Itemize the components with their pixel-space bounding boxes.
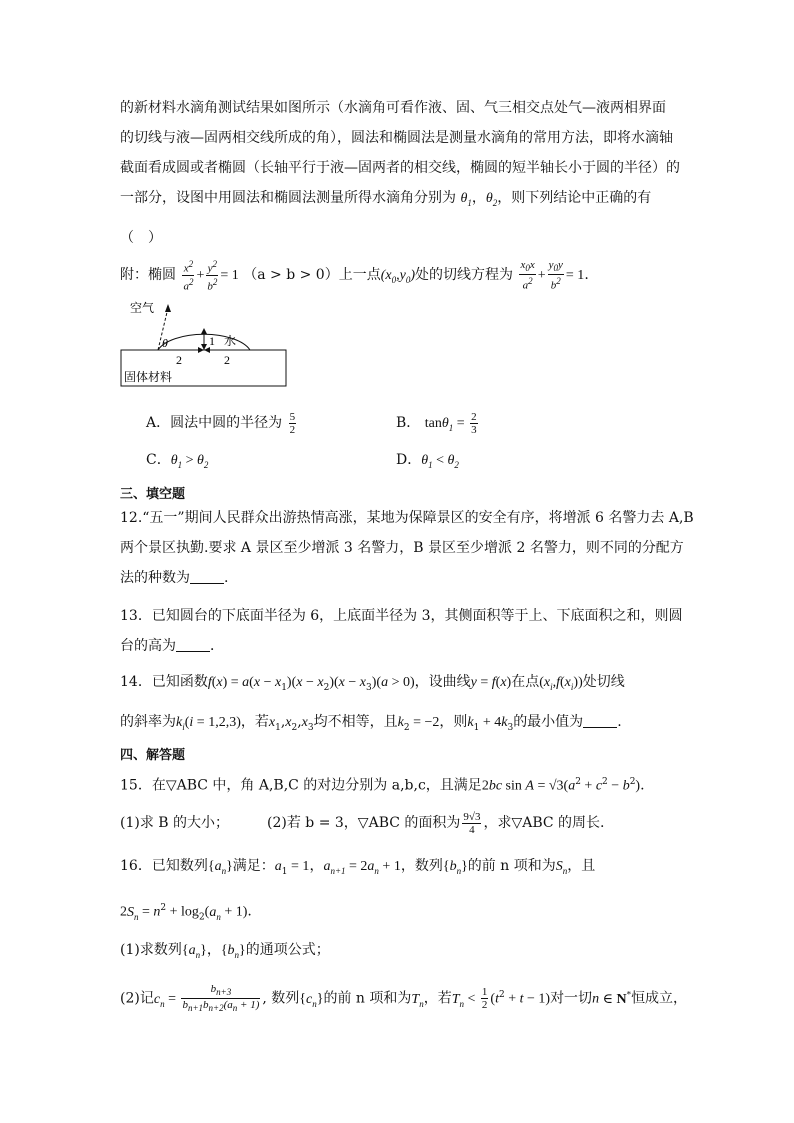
q12-line-3: 法的种数为 . — [120, 570, 229, 586]
note-prefix: 附：椭圆 — [120, 267, 176, 284]
height-label: 1 — [209, 334, 215, 348]
option-a-num: 5 — [289, 410, 296, 423]
q15-line-1: 15．在▽ABC 中，角 A,B,C 的对边分别为 a,b,c，且满足2bc $\sin A = √3(a^2 + c^2 - b^2)$. — [120, 777, 645, 794]
option-d[interactable]: D．$\theta_1 < \theta_2$ — [396, 452, 459, 470]
q13-line-1: 13．已知圆台的下底面半径为 6，上底面半径为 3，其侧面积等于上、下底面积之和，则圆 — [120, 608, 683, 624]
q15-part-2b: ，求▽ABC 的周长. — [483, 815, 605, 831]
theta1-symbol: $\theta_1$ — [460, 191, 472, 208]
theta-label: θ — [162, 336, 168, 350]
q14-a: 14．已知函数 — [120, 674, 208, 690]
q12-line-2: 两个景区执勤.要求 A 景区至少增派 3 名警力，B 景区至少增派 2 名警力，则不同的分配方 — [120, 540, 684, 556]
q16-e: ，且 — [567, 858, 596, 874]
q12-answer-blank[interactable] — [190, 569, 224, 584]
q16-cn-fraction: $\frac{b_{n+3}}{b_{n+1}b_{n+2}(a_n + 1)}$ — [182, 982, 260, 1014]
q16-part-2a: (2)记 — [120, 990, 154, 1007]
q16-part-2b: , 数列 — [262, 990, 300, 1007]
option-c[interactable]: C．$\theta_1 > \theta_2$ — [146, 452, 209, 470]
frac-y0y-b2: $\frac{y_0y}{b^2}$ — [548, 258, 563, 292]
air-label: 空气 — [130, 301, 155, 315]
option-c-label: C． — [146, 452, 171, 468]
intro-line-2: 的切线与液—固两相交线所成的角），圆法和椭圆法是测量水滴角的常用方法，即将水滴轴 — [120, 130, 673, 146]
water-label: 水 — [224, 334, 237, 348]
q16-line-3: (1)求数列$\{a_n\}$，$\{b_n\}$的通项公式； — [120, 942, 330, 960]
option-b-den: 3 — [471, 423, 477, 436]
q14-b: ，设曲线 — [414, 674, 471, 690]
q13-line-2: 台的高为 ． — [120, 638, 224, 654]
section-fill-blank-heading: 三、填空题 — [120, 487, 186, 502]
q16-half-fraction: $\frac{1}{2}$ — [481, 986, 488, 1012]
q14-line-1: 14．已知函数$f(x) = a(x - x_1)(x - x_2)(x - x_3)(a > 0)$，设曲线y = f(x)在点$(x_i,f(x_i))$处切线 — [120, 674, 625, 693]
water-drop-diagram — [120, 298, 290, 390]
q15-num: 9√3 — [463, 810, 481, 823]
frac-x2-a2: $\frac{x^2}{a^2}$ — [183, 259, 194, 293]
solid-label: 固体材料 — [124, 370, 173, 384]
q14-c: 在点 — [511, 674, 540, 690]
q14-line-2: 的斜率为$k_i(i = 1,2,3)$，若$x_1,x_2,x_3$均不相等，且$k_2 = -2$，则$k_1 + 4k_3$的最小值为 . — [120, 714, 622, 733]
intro-line-4: 一部分，设图中用圆法和椭圆法测量所得水滴角分别为 $\theta_1$，$\theta_2$，则下列结论中正确的有 — [120, 190, 652, 208]
q14-answer-blank[interactable] — [583, 713, 617, 728]
q16-d: 的前 n 项和为 — [467, 858, 556, 874]
q16-c: ，数列 — [400, 858, 443, 874]
q15-line-2 — [120, 808, 605, 838]
q14-d: 处切线 — [582, 674, 625, 690]
q15-area-fraction — [462, 811, 481, 836]
intro-line-3: 截面看成圆或者椭圆（长轴平行于液—固两者的相交线，椭圆的短半轴长小于圆的半径）的 — [120, 160, 680, 176]
option-b-num: 2 — [471, 410, 477, 423]
q16-part-2f: 恒成立， — [631, 990, 688, 1007]
intro-line-1: 的新材料水滴角测试结果如图所示（水滴角可看作液、固、气三相交点处气—液两相界面 — [120, 100, 666, 116]
q12-line-1: 12.“五一”期间人民群众出游热情高涨，某地为保障景区的安全有序，将增派 6 名警力去 A,B — [120, 510, 694, 526]
q13-line-2-text: 台的高为 — [120, 638, 176, 654]
q15-part-2a: (2)若 b = 3，▽ABC 的面积为 — [267, 815, 461, 831]
section-solution-heading: 四、解答题 — [120, 748, 186, 763]
q14-h: ，则 — [439, 714, 468, 730]
left-length-label: 2 — [176, 353, 182, 367]
q16-line-4: (2)记$c_n$ = $\frac{b_{n+3}}{b_{n+1}b_{n+2}(a_n + 1)}$ , 数列$\{c_n\}$的前 n 项和为$T_n$，若$T_n$ < $\frac{1}{2}$ $(t^2 + t - 1)$对一切n ∈ N*恒成立， — [120, 982, 688, 1014]
q16-line-2: $2S_n = n^2 + \log_2(a_n + 1)$. — [120, 903, 252, 923]
q16-part-2e: 对一切 — [550, 990, 593, 1007]
q16-part-1-end: 的通项公式； — [245, 942, 330, 958]
note-mid: 处的切线方程为 — [414, 267, 513, 284]
point-x0y0: $(x_0,y_0)$ — [380, 268, 415, 285]
q14-i: 的最小值为 — [513, 714, 584, 730]
option-b-label: B． — [396, 415, 421, 431]
theta2-symbol: $\theta_2$ — [485, 191, 498, 208]
option-d-label: D． — [396, 452, 422, 468]
q15-a: 15．在▽ABC 中，角 A,B,C 的对边分别为 a,b,c，且满足 — [120, 777, 482, 794]
frac-y2-b2: $\frac{y^2}{b^2}$ — [207, 259, 218, 293]
q14-e: 的斜率为 — [120, 714, 176, 730]
q16-part-1: (1)求数列 — [120, 942, 182, 958]
option-a[interactable] — [146, 408, 298, 438]
frac-x0x-a2: $\frac{x_0x}{a^2}$ — [520, 258, 535, 292]
intro-line-4-text: 一部分，设图中用圆法和椭圆法测量所得水滴角分别为 — [120, 190, 456, 206]
right-length-label: 2 — [224, 353, 230, 367]
option-a-den: 2 — [289, 423, 296, 436]
q16-line-1: 16．已知数列$\{a_n\}$满足：$a_1 = 1$，$a_{n+1} = 2a_n + 1$，数列$\{b_n\}$的前 n 项和为$S_n$，且 — [120, 858, 596, 877]
option-b-fraction — [470, 411, 478, 436]
note-end: . — [584, 267, 589, 284]
ellipse-note: 附：椭圆 $\frac{x^2}{a^2}$ + $\frac{y^2}{b^2}$ = 1 （a > b > 0）上一点$(x_0,y_0)$处的切线方程为 $\frac{x_0x}{a^2}$ + $\frac{y_0y}{b^2}$ = 1. — [120, 258, 589, 293]
intro-line-4-end: ，则下列结论中正确的有 — [497, 190, 652, 206]
tangent-arrow — [165, 304, 171, 312]
option-a-label: A．圆法中圆的半径为 — [146, 415, 283, 431]
option-a-fraction — [289, 411, 297, 436]
q16-part-2c: 的前 n 项和为 — [323, 990, 412, 1007]
q14-g: 均不相等，且 — [313, 714, 398, 730]
option-b[interactable]: B． tanθ$_1$ = $\frac{2}{3}$ — [396, 410, 477, 436]
q14-f: ，若 — [240, 714, 269, 730]
q15-den: 4 — [469, 823, 475, 836]
height-arrow-up — [201, 328, 207, 334]
q16-a: 16．已知数列 — [120, 858, 208, 874]
q15-part-1: (1)求 B 的大小； — [120, 815, 230, 831]
q16-part-2d: ，若 — [423, 990, 452, 1007]
q13-answer-blank[interactable] — [176, 637, 210, 652]
note-condition: （a > b > 0）上一点 — [243, 267, 381, 284]
q12-line-3-text: 法的种数为 — [120, 570, 190, 586]
q16-b: 满足： — [232, 858, 275, 874]
answer-paren: （ ） — [120, 230, 162, 246]
